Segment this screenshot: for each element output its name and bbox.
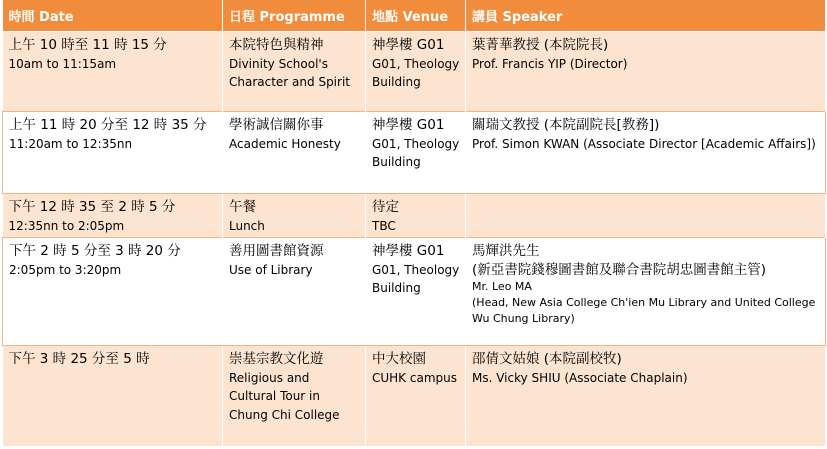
speaker-cell [466, 346, 826, 446]
table-row [3, 238, 826, 346]
speaker-zh: 葉菁華教授 (本院院長) [472, 37, 609, 53]
programme-cell [223, 238, 366, 346]
venue-cell [366, 32, 466, 112]
schedule-table [2, 0, 826, 446]
programme-cell [223, 194, 366, 238]
speaker-cell [466, 112, 826, 194]
table-row [3, 32, 826, 112]
programme-zh: 崇基宗教文化遊 [229, 351, 324, 367]
time-en: 10am to 11:15am [8, 56, 117, 71]
header-row [3, 0, 826, 32]
header-programme: 日程 Programme [223, 0, 366, 32]
speaker-zh: 關瑞文教授 (本院副院長[教務]) [472, 117, 660, 133]
time-zh: 上午 11 時 20 分至 12 時 35 分 [9, 117, 207, 133]
programme-en: Divinity School's Character and Spirit [229, 56, 350, 89]
time-en: 11:20am to 12:35nn [9, 136, 133, 151]
table-row [3, 112, 826, 194]
venue-zh: 中大校園 [372, 351, 426, 367]
header-time: 時間 Date [3, 0, 223, 32]
speaker-cell [466, 194, 826, 238]
speaker-cell [466, 32, 826, 112]
venue-en: CUHK campus [372, 370, 457, 385]
venue-en: G01, Theology Building [372, 56, 460, 89]
speaker-zh: 馬輝洪先生 [472, 243, 540, 259]
venue-cell [366, 112, 466, 194]
programme-cell [223, 346, 366, 446]
venue-en: G01, Theology Building [372, 262, 460, 295]
venue-en: TBC [372, 218, 396, 233]
venue-en: G01, Theology Building [372, 136, 460, 169]
time-en: 12:35nn to 2:05pm [8, 218, 125, 233]
programme-en: Academic Honesty [229, 136, 341, 151]
venue-zh: 神學樓 G01 [372, 117, 445, 133]
programme-zh: 午餐 [229, 199, 256, 215]
time-zh: 下午 3 時 25 分至 5 時 [8, 351, 150, 367]
time-cell [3, 32, 223, 112]
speaker-en: Ms. Vicky SHIU (Associate Chaplain) [472, 370, 688, 385]
header-venue: 地點 Venue [366, 0, 466, 32]
programme-cell [223, 112, 366, 194]
header-speaker: 講員 Speaker [466, 0, 826, 32]
speaker-en: Prof. Simon KWAN (Associate Director [Academic Affairs]) [472, 136, 816, 151]
venue-cell [366, 194, 466, 238]
speaker-zh-detail: (新亞書院錢穆圖書館及聯合書院胡忠圖書館主管) [472, 261, 767, 278]
time-cell [3, 238, 223, 346]
venue-zh: 待定 [372, 199, 399, 215]
programme-en: Use of Library [229, 262, 313, 277]
programme-zh: 學術誠信關你事 [229, 117, 324, 133]
speaker-en-detail: (Head, New Asia College Ch'ien Mu Library and United College Wu Chung Library) [472, 296, 816, 325]
time-en: 2:05pm to 3:20pm [9, 262, 122, 277]
programme-cell [223, 32, 366, 112]
programme-en: Lunch [229, 218, 265, 233]
time-cell [3, 194, 223, 238]
speaker-cell [466, 238, 826, 346]
time-zh: 下午 12 時 35 至 2 時 5 分 [8, 199, 176, 215]
speaker-en: Prof. Francis YIP (Director) [472, 56, 628, 71]
table-row [3, 346, 826, 446]
time-zh: 上午 10 時至 11 時 15 分 [8, 37, 167, 53]
programme-zh: 本院特色與精神 [229, 37, 324, 53]
table-row [3, 194, 826, 238]
programme-en: Religious and Cultural Tour in Chung Chi College [229, 370, 340, 422]
venue-cell [366, 238, 466, 346]
venue-zh: 神學樓 G01 [372, 37, 445, 53]
programme-zh: 善用圖書館資源 [229, 243, 324, 259]
speaker-en: Mr. Leo MA [472, 280, 532, 293]
time-cell [3, 346, 223, 446]
time-cell [3, 112, 223, 194]
venue-zh: 神學樓 G01 [372, 243, 445, 259]
venue-cell [366, 346, 466, 446]
speaker-zh: 邵倩文姑娘 (本院副校牧) [472, 351, 622, 367]
time-zh: 下午 2 時 5 分至 3 時 20 分 [9, 243, 181, 259]
